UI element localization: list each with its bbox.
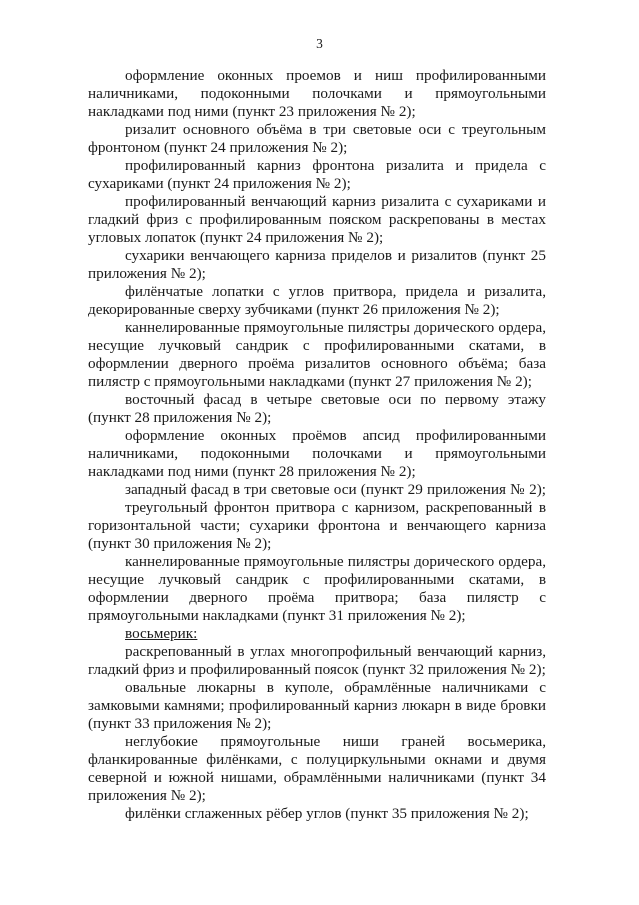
paragraph-crowning-cornice: профилированный венчающий карниз ризалита с сухариками и гладкий фриз с профилированным пояском раскрепованы в местах угловых лопаток (пункт 24 приложения № 2); <box>88 193 546 246</box>
paragraph-window-trim: оформление оконных проемов и ниш профилированными наличниками, подоконными полочками и прямоугольными накладками под ними (пункт 23 приложения № 2); <box>88 67 546 120</box>
document-body <box>88 67 546 823</box>
paragraph-east-facade: восточный фасад в четыре световые оси по первому этажу (пункт 28 приложения № 2); <box>88 391 546 426</box>
paragraph-octagon-cornice: раскрепованный в углах многопрофильный венчающий карниз, гладкий фриз и профилированный поясок (пункт 32 приложения № 2); <box>88 643 546 678</box>
paragraph-risalit-pediment: ризалит основного объёма в три световые оси с треугольным фронтоном (пункт 24 приложения № 2); <box>88 121 546 156</box>
paragraph-dentils: сухарики венчающего карниза приделов и ризалитов (пункт 25 приложения № 2); <box>88 247 546 282</box>
section-heading-octagon <box>88 625 546 643</box>
paragraph-doric-pilasters-narthex: каннелированные прямоугольные пилястры дорического ордера, несущие лучковый сандрик с профилированными скатами, в оформлении дверного проёма притвора; база пилястр с прямоугольными накладками (пункт 31 приложения № 2); <box>88 553 546 624</box>
page-number: 3 <box>316 36 323 51</box>
paragraph-pediment-cornice: профилированный карниз фронтона ризалита и придела с сухариками (пункт 24 приложения № 2); <box>88 157 546 192</box>
paragraph-paneled-lesenes: филёнчатые лопатки с углов притвора, придела и ризалита, декорированные сверху зубчиками (пункт 26 приложения № 2); <box>88 283 546 318</box>
paragraph-doric-pilasters-risalit: каннелированные прямоугольные пилястры дорического ордера, несущие лучковый сандрик с профилированными скатами, в оформлении дверного проёма ризалитов основного объёма; база пилястр с прямоугольными накладками (пункт 27 приложения № 2); <box>88 319 546 390</box>
paragraph-apse-windows: оформление оконных проёмов апсид профилированными наличниками, подоконными полочками и прямоугольными накладками под ними (пункт 28 приложения № 2); <box>88 427 546 480</box>
section-heading-octagon-text: восьмерик: <box>125 625 198 642</box>
paragraph-west-facade: западный фасад в три световые оси (пункт 29 приложения № 2); <box>125 481 546 498</box>
paragraph-octagon-niches: неглубокие прямоугольные ниши граней восьмерика, фланкированные филёнками, с полуциркульными окнами и двумя северной и южной нишами, обрамлёнными наличниками (пункт 34 приложения № 2); <box>88 733 546 804</box>
paragraph-oval-lucarnes: овальные люкарны в куполе, обрамлённые наличниками с замковыми камнями; профилированный карниз люкарн в виде бровки (пункт 33 приложения № 2); <box>88 679 546 732</box>
paragraph-narthex-pediment: треугольный фронтон притвора с карнизом, раскрепованный в горизонтальной части; сухарики фронтона и венчающего карниза (пункт 30 приложения № 2); <box>88 499 546 552</box>
paragraph-corner-panels: филёнки сглаженных рёбер углов (пункт 35 приложения № 2); <box>125 805 529 822</box>
